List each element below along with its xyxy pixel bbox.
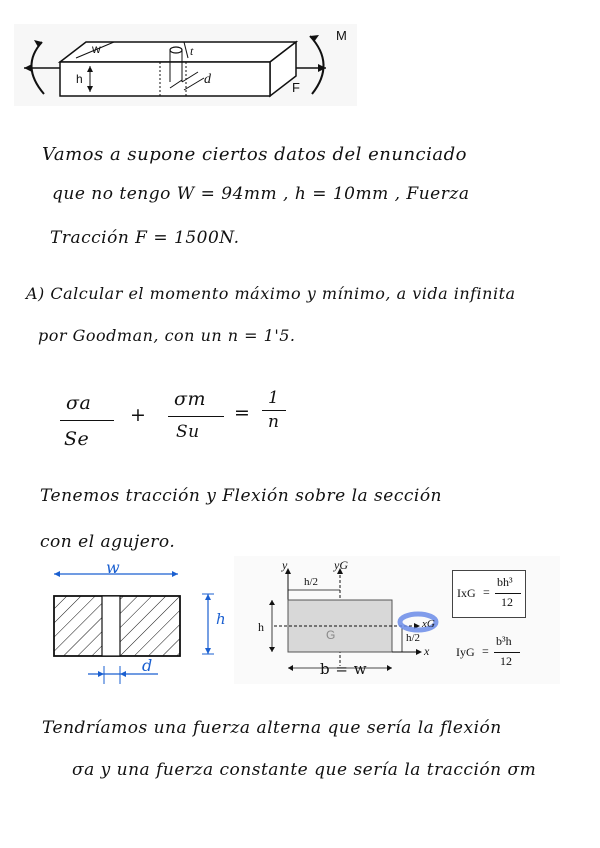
text-line-9: σa y una fuerza constante que sería la tracción σm xyxy=(72,760,537,780)
diag-h2-right: h/2 xyxy=(406,632,421,644)
sketch-d-label: d xyxy=(142,656,153,675)
iyg-eq: = xyxy=(482,644,489,658)
equals-sign: = xyxy=(234,402,251,424)
Se: Se xyxy=(64,428,90,450)
ixg-formula-box xyxy=(452,570,526,618)
iyg-formula xyxy=(452,630,532,676)
text-line-6: Tenemos tracción y Flexión sobre la sección xyxy=(40,486,442,506)
diag-xG: xG xyxy=(422,618,435,630)
text-line-4: A) Calcular el momento máximo y mínimo, a vida infinita xyxy=(26,284,516,303)
section-sketch xyxy=(48,558,238,698)
diag-h2-top: h/2 xyxy=(304,576,319,588)
diag-b-eq-w: b = w xyxy=(320,660,368,678)
beam-d-label: d xyxy=(204,72,211,87)
sigma-m: σm xyxy=(174,388,206,410)
ixg-lhs: IxG xyxy=(457,586,476,600)
ixg-den: 12 xyxy=(501,595,513,609)
Su: Su xyxy=(176,422,200,442)
text-line-7: con el agujero. xyxy=(40,532,176,552)
iyg-num: b³h xyxy=(496,634,512,648)
diag-G: G xyxy=(326,628,336,642)
sigma-a: σa xyxy=(66,392,92,414)
diag-x: x xyxy=(424,644,430,658)
text-line-5: por Goodman, con un n = 1'5. xyxy=(38,326,296,345)
text-line-8: Tendríamos una fuerza alterna que sería la flexión xyxy=(42,718,502,738)
beam-t-label: t xyxy=(190,44,194,58)
goodman-formula xyxy=(58,388,298,458)
beam-figure xyxy=(14,24,357,106)
text-line-3: Tracción F = 1500N. xyxy=(50,228,240,248)
text-line-2: que no tengo W = 94mm , h = 10mm , Fuerza xyxy=(52,184,470,204)
beam-h-label: h xyxy=(76,72,83,86)
text-line-1: Vamos a supone ciertos datos del enunciado xyxy=(42,144,467,165)
sketch-h-label: h xyxy=(216,610,227,628)
ixg-num: bh³ xyxy=(497,575,513,589)
diag-yG: yG xyxy=(334,558,348,572)
one: 1 xyxy=(268,388,280,408)
beam-drawing xyxy=(14,24,357,106)
n-denominator: n xyxy=(268,412,280,432)
sketch-w-label: w xyxy=(106,558,121,577)
diag-y: y xyxy=(282,558,288,572)
ixg-eq: = xyxy=(483,585,490,599)
beam-M-label: M xyxy=(336,28,347,43)
diag-h: h xyxy=(258,620,264,634)
beam-w-label: w xyxy=(92,42,101,56)
section-diagram xyxy=(234,556,560,684)
iyg-lhs: IyG xyxy=(456,645,475,659)
beam-F-label: F xyxy=(292,80,300,95)
iyg-den: 12 xyxy=(500,654,512,668)
plus-sign: + xyxy=(130,404,147,426)
